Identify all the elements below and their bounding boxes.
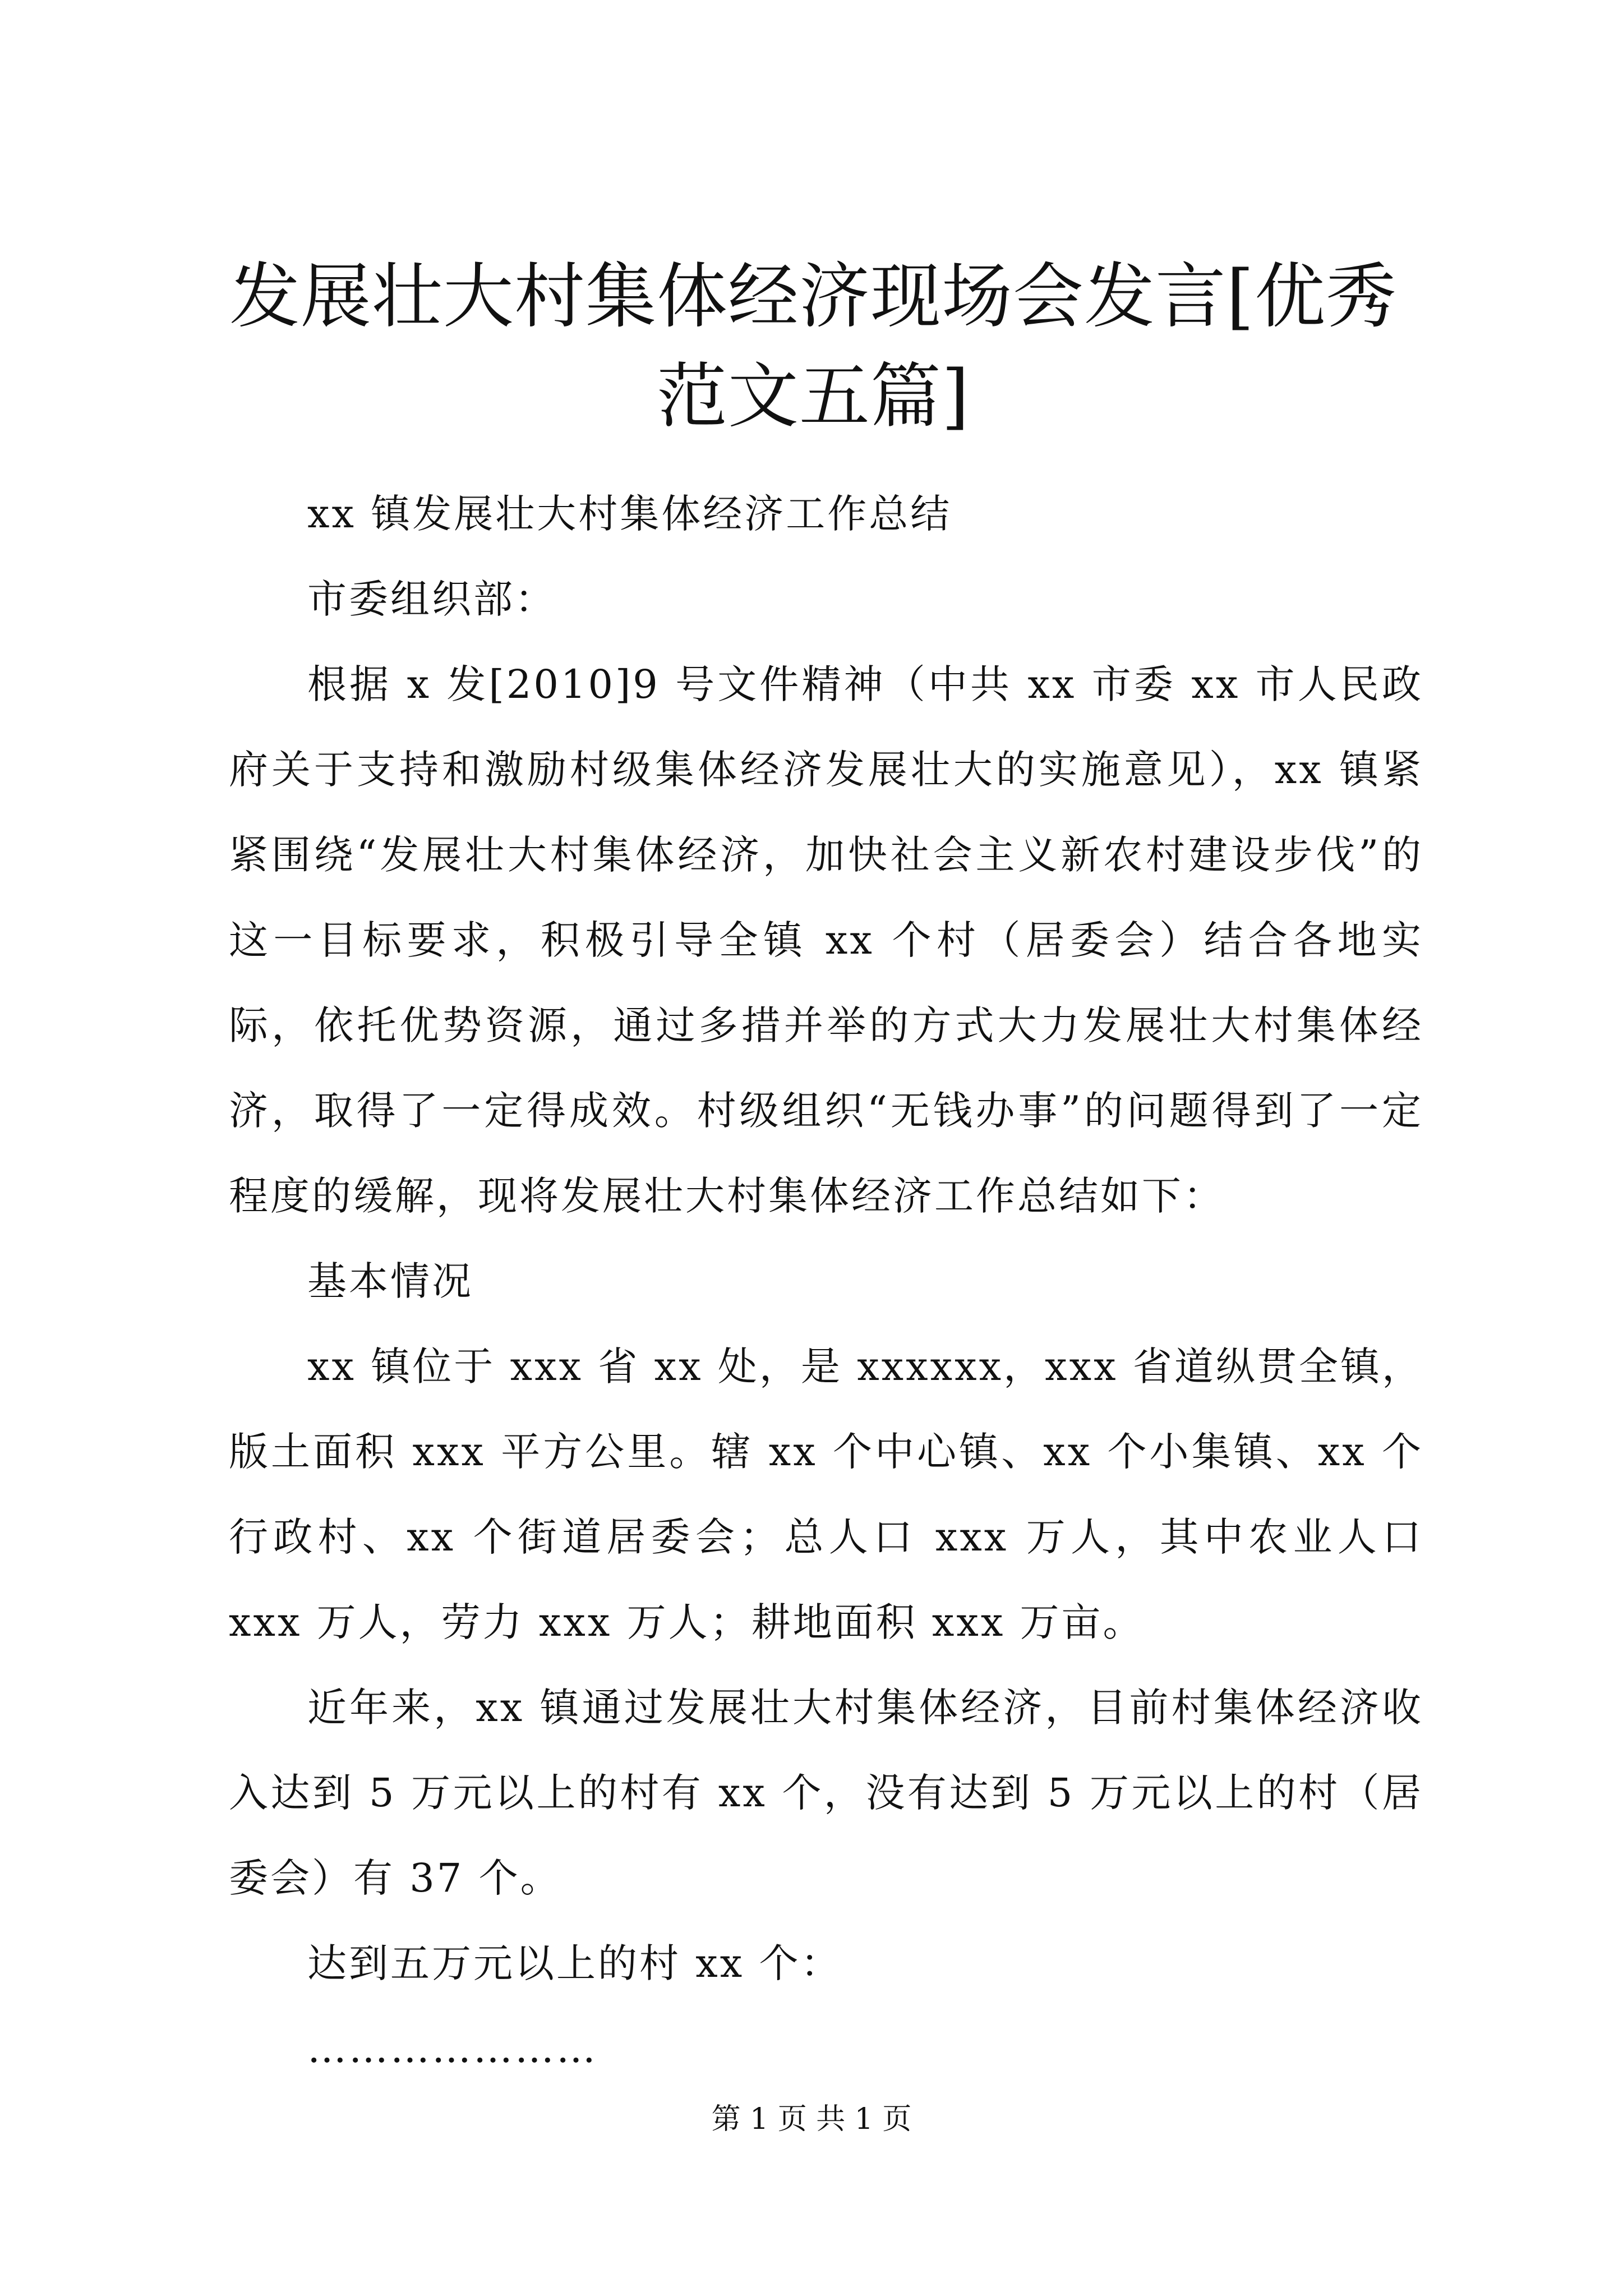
subtitle-paragraph: xx 镇发展壮大村集体经济工作总结 bbox=[307, 491, 952, 537]
intro-paragraph: 根据 x 发[2010]9 号文件精神（中共 xx 市委 xx 市人民政府关于支持和激励村级集体经济发展壮大的实施意见），xx 镇紧紧围绕“发展壮大村集体经济，加快社会主义新农村建设步伐”的这一目标要求，积极引导全镇 xx 个村（居委会）结合各地实际，依托优势资源，通过多措并举的方式大力发展壮大村集体经济，取得了一定得成效。村级组织“无钱办事”的问题得到了一定程度的缓解，现将发展壮大村集体经济工作总结如下： bbox=[229, 661, 1423, 1219]
village-count-paragraph: 达到五万元以上的村 xx 个： bbox=[307, 1940, 842, 1986]
basic-info-paragraph: xx 镇位于 xxx 省 xx 处，是 xxxxxx，xxx 省道纵贯全镇，版土面积 xxx 平方公里。辖 xx 个中心镇、xx 个小集镇、xx 个行政村、xx 个街道居委会；总人口 xxx 万人，其中农业人口 xxx 万人，劳力 xxx 万人；耕地面积 xxx 万亩。 bbox=[229, 1343, 1423, 1645]
section-heading: 基本情况 bbox=[307, 1258, 473, 1304]
recent-years-paragraph: 近年来，xx 镇通过发展壮大村集体经济，目前村集体经济收入达到 5 万元以上的村有 xx 个，没有达到 5 万元以上的村（居委会）有 37 个。 bbox=[229, 1685, 1423, 1901]
salutation-paragraph: 市委组织部： bbox=[307, 576, 556, 622]
document-title: 发展壮大村集体经济现场会发言[优秀范文五篇] bbox=[229, 255, 1398, 438]
ellipsis-paragraph: ………………… bbox=[307, 2026, 598, 2072]
page-footer: 第 1 页 共 1 页 bbox=[711, 2102, 912, 2136]
document-body bbox=[229, 471, 1423, 2091]
